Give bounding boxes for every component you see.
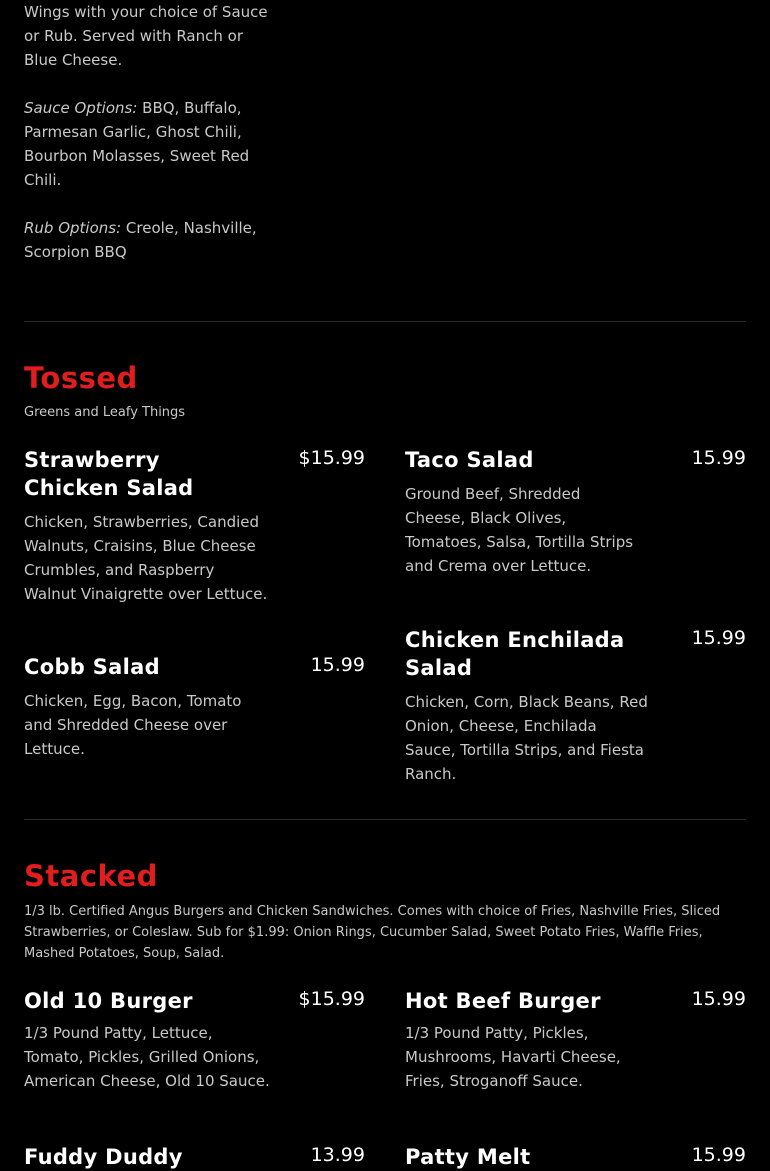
section-subtitle-tossed: Greens and Leafy Things	[24, 405, 186, 420]
sauce-options-text: BBQ, Buffalo, Parmesan Garlic, Ghost Chili, Bourbon Molasses, Sweet Red Chili.	[24, 99, 250, 189]
item-price: 15.99	[691, 627, 746, 649]
menu-item[interactable]	[24, 446, 365, 606]
item-name: Cobb Salad	[24, 655, 160, 679]
menu-item[interactable]	[24, 653, 365, 761]
menu-item[interactable]	[405, 446, 746, 578]
item-description: Chicken, Corn, Black Beans, Red Onion, Cheese, Enchilada Sauce, Tortilla Strips, and Fiesta Ranch.	[405, 693, 648, 783]
sauce-options-label: Sauce Options:	[24, 99, 138, 117]
item-name: Strawberry Chicken Salad	[24, 448, 194, 500]
item-price: $15.99	[298, 988, 365, 1010]
item-price: 15.99	[310, 654, 365, 676]
sauce-options	[24, 96, 274, 192]
section-subtitle-stacked: 1/3 lb. Certified Angus Burgers and Chicken Sandwiches. Comes with choice of Fries, Nashville Fries, Sliced Strawberries, or Coleslaw. Sub for $1.99: Onion Rings, Cucumber Salad, Sweet Potato Fries, Waffle Fries, Mashed Potatoes, Soup, Salad.	[24, 904, 721, 961]
section-divider	[24, 819, 746, 820]
section-divider	[24, 321, 746, 322]
section-title-tossed: Tossed	[24, 361, 138, 395]
rub-options	[24, 216, 274, 264]
menu-item[interactable]	[24, 1143, 365, 1171]
section-title-stacked: Stacked	[24, 859, 158, 893]
item-description: Chicken, Egg, Bacon, Tomato and Shredded Cheese over Lettuce.	[24, 692, 242, 758]
item-description: 1/3 Pound Patty, Pickles, Mushrooms, Havarti Cheese, Fries, Stroganoff Sauce.	[405, 1024, 621, 1090]
item-price: 15.99	[691, 1144, 746, 1166]
menu-item[interactable]	[405, 987, 746, 1093]
item-price: 15.99	[691, 447, 746, 469]
item-name: Patty Melt	[405, 1145, 531, 1169]
item-name: Hot Beef Burger	[405, 989, 601, 1013]
item-price: 15.99	[691, 988, 746, 1010]
item-name: Old 10 Burger	[24, 989, 193, 1013]
menu-item[interactable]	[405, 1143, 746, 1171]
item-price: 13.99	[310, 1144, 365, 1166]
item-description: 1/3 Pound Patty, Lettuce, Tomato, Pickles, Grilled Onions, American Cheese, Old 10 Sauce.	[24, 1024, 270, 1090]
item-description: Chicken, Strawberries, Candied Walnuts, Craisins, Blue Cheese Crumbles, and Raspberry Walnut Vinaigrette over Lettuce.	[24, 513, 268, 603]
item-description: Ground Beef, Shredded Cheese, Black Olives, Tomatoes, Salsa, Tortilla Strips and Crema over Lettuce.	[405, 485, 634, 575]
item-price: $15.99	[298, 447, 365, 469]
wings-description	[24, 0, 274, 264]
item-name: Fuddy Duddy	[24, 1145, 183, 1169]
item-name: Taco Salad	[405, 448, 534, 472]
rub-options-label: Rub Options:	[24, 219, 122, 237]
menu-item[interactable]	[405, 626, 746, 786]
menu-item[interactable]	[24, 987, 365, 1093]
wings-intro-text: Wings with your choice of Sauce or Rub. Served with Ranch or Blue Cheese.	[24, 3, 268, 69]
item-name: Chicken Enchilada Salad	[405, 628, 625, 680]
rub-options-text: Creole, Nashville, Scorpion BBQ	[24, 219, 257, 261]
